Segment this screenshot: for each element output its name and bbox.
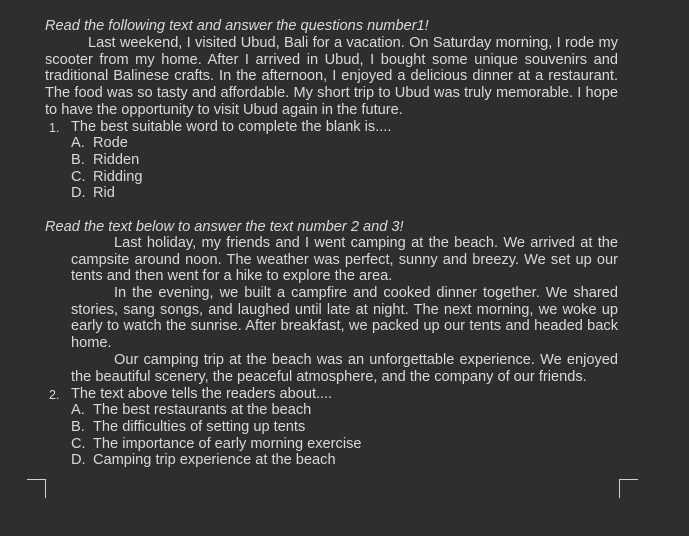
option-letter: A. (71, 402, 85, 418)
option-text: The importance of early morning exercise (93, 436, 362, 452)
question2-option-b (71, 419, 305, 436)
section1-instruction: Read the following text and answer the questions number1! (45, 18, 429, 34)
question1-option-b (71, 152, 139, 169)
option-letter: B. (71, 419, 85, 435)
question1-option-a (71, 135, 128, 152)
section2-paragraph-2: In the evening, we built a campfire and cooked dinner together. We shared stories, sang songs, and laughed until late at night. The next morning, we woke up early to watch the sunrise. After breakfast, we packed up our tents and headed back home. (71, 285, 618, 352)
question1-number: 1. (49, 121, 60, 135)
section2-paragraph-1: Last holiday, my friends and I went camping at the beach. We arrived at the campsite around noon. The weather was perfect, sunny and breezy. We set up our tents and then went for a hike to explore the area. (71, 235, 618, 285)
section1-passage: Last weekend, I visited Ubud, Bali for a vacation. On Saturday morning, I rode my scooter from my home. After I arrived in Ubud, I bought some unique souvenirs and traditional Balinese crafts. In the afternoon, I enjoyed a delicious dinner at a restaurant. The food was so tasty and affordable. My short trip to Ubud was truly memorable. I hope to have the opportunity to visit Ubud again in the future. (45, 35, 618, 118)
option-text: The difficulties of setting up tents (93, 419, 306, 435)
option-letter: A. (71, 135, 85, 151)
question2-text: The text above tells the readers about.... (71, 386, 333, 402)
question2-number: 2. (49, 388, 60, 402)
option-text: Ridden (93, 152, 140, 168)
question2-option-a (71, 402, 311, 419)
question2-option-d (71, 452, 336, 469)
margin-corner-mark-right (619, 479, 638, 498)
question1-text: The best suitable word to complete the blank is.... (71, 119, 392, 135)
option-letter: C. (71, 436, 86, 452)
option-letter: D. (71, 185, 86, 201)
question2-option-c (71, 436, 361, 453)
option-text: Rode (93, 135, 128, 151)
option-text: Camping trip experience at the beach (93, 452, 336, 468)
option-text: Rid (93, 185, 115, 201)
option-letter: B. (71, 152, 85, 168)
section2-paragraph-3: Our camping trip at the beach was an unforgettable experience. We enjoyed the beautiful scenery, the peaceful atmosphere, and the company of our friends. (71, 352, 618, 385)
option-text: Ridding (93, 169, 143, 185)
question1-option-d (71, 185, 115, 202)
section2-instruction: Read the text below to answer the text number 2 and 3! (45, 219, 404, 235)
option-letter: D. (71, 452, 86, 468)
option-text: The best restaurants at the beach (93, 402, 312, 418)
question1-option-c (71, 169, 143, 186)
option-letter: C. (71, 169, 86, 185)
margin-corner-mark-left (27, 479, 46, 498)
